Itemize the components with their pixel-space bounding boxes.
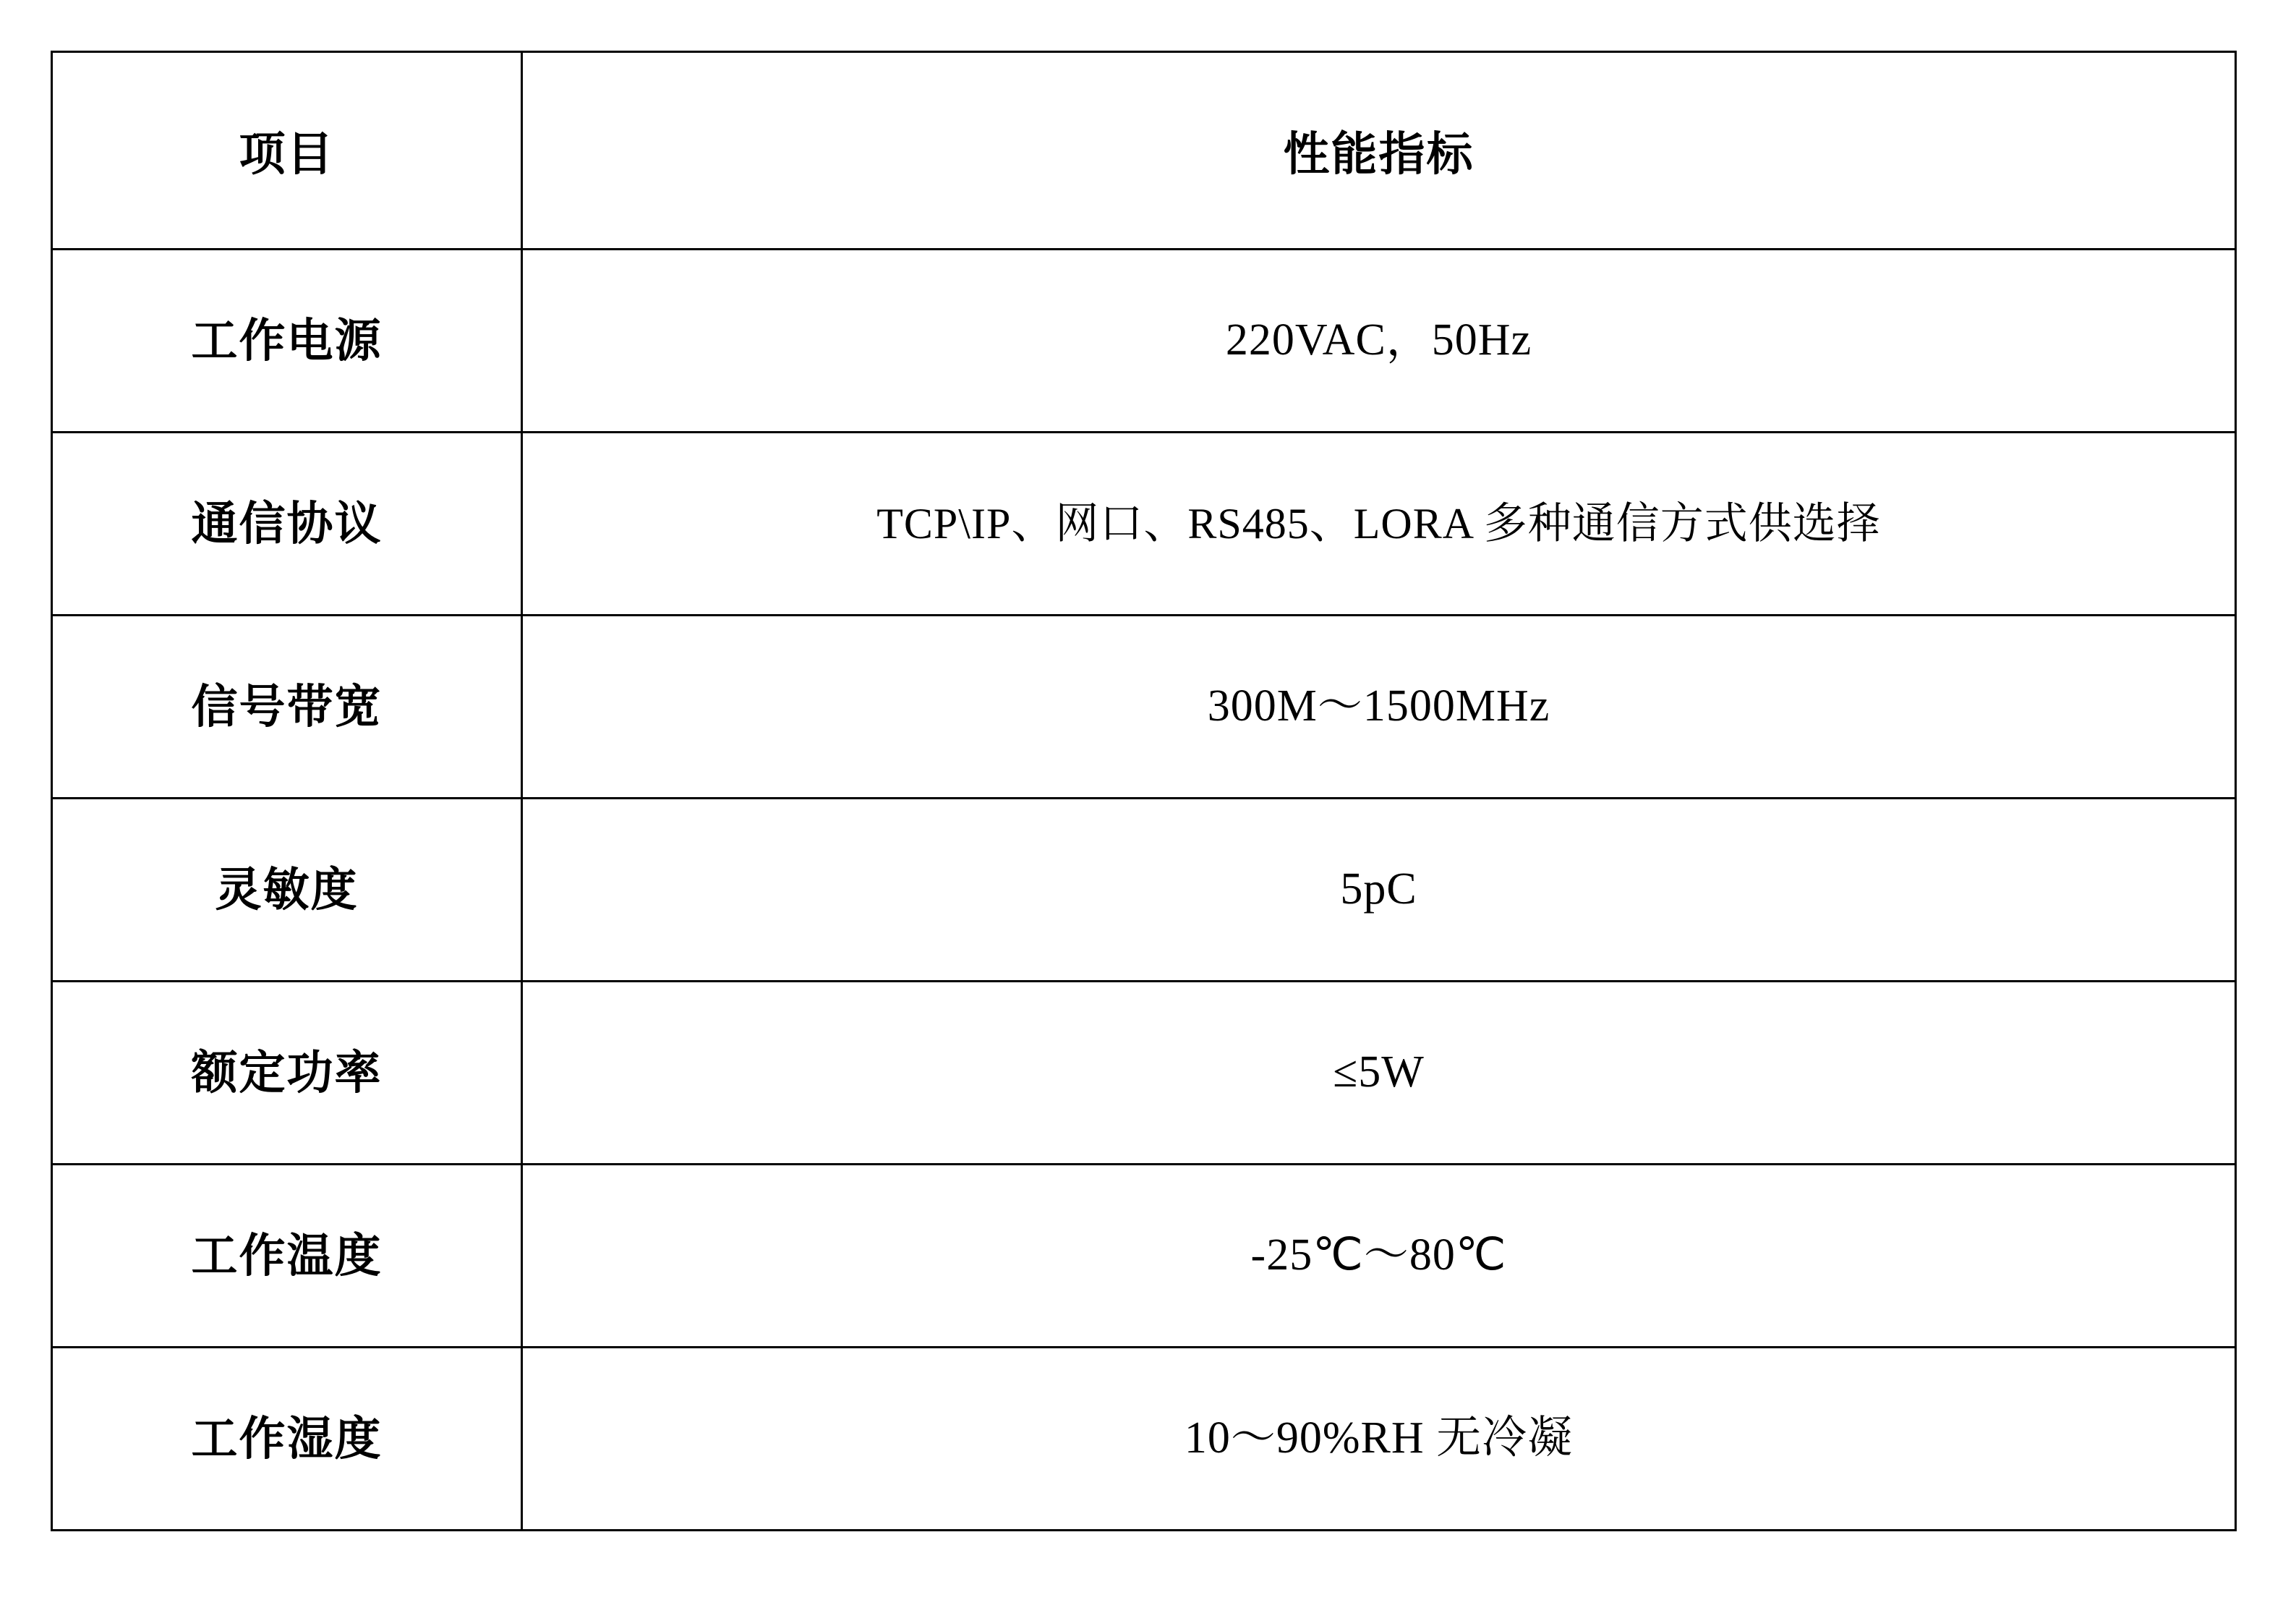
table-row: [52, 799, 2236, 982]
row-value-protocol: TCP\IP、网口、RS485、LORA 多种通信方式供选择: [522, 433, 2236, 616]
table-row: [52, 250, 2236, 433]
row-value-power-supply: 220VAC，50Hz: [522, 250, 2236, 433]
column-header-item: 项目: [52, 52, 522, 250]
row-value-operating-humidity: 10～90%RH 无冷凝: [522, 1348, 2236, 1531]
table-header-row: [52, 52, 2236, 250]
row-value-sensitivity: 5pC: [522, 799, 2236, 982]
row-label-protocol: 通信协议: [52, 433, 522, 616]
row-value-bandwidth: 300M～1500MHz: [522, 616, 2236, 799]
table-row: [52, 433, 2236, 616]
row-label-bandwidth: 信号带宽: [52, 616, 522, 799]
row-label-operating-humidity: 工作湿度: [52, 1348, 522, 1531]
row-label-rated-power: 额定功率: [52, 982, 522, 1165]
specification-table: [51, 51, 2237, 1531]
row-value-operating-temperature: -25℃～80℃: [522, 1165, 2236, 1348]
row-value-rated-power: ≤5W: [522, 982, 2236, 1165]
row-label-power-supply: 工作电源: [52, 250, 522, 433]
table-row: [52, 982, 2236, 1165]
row-label-operating-temperature: 工作温度: [52, 1165, 522, 1348]
table-row: [52, 616, 2236, 799]
row-label-sensitivity: 灵敏度: [52, 799, 522, 982]
column-header-spec: 性能指标: [522, 52, 2236, 250]
table-row: [52, 1165, 2236, 1348]
table-row: [52, 1348, 2236, 1531]
